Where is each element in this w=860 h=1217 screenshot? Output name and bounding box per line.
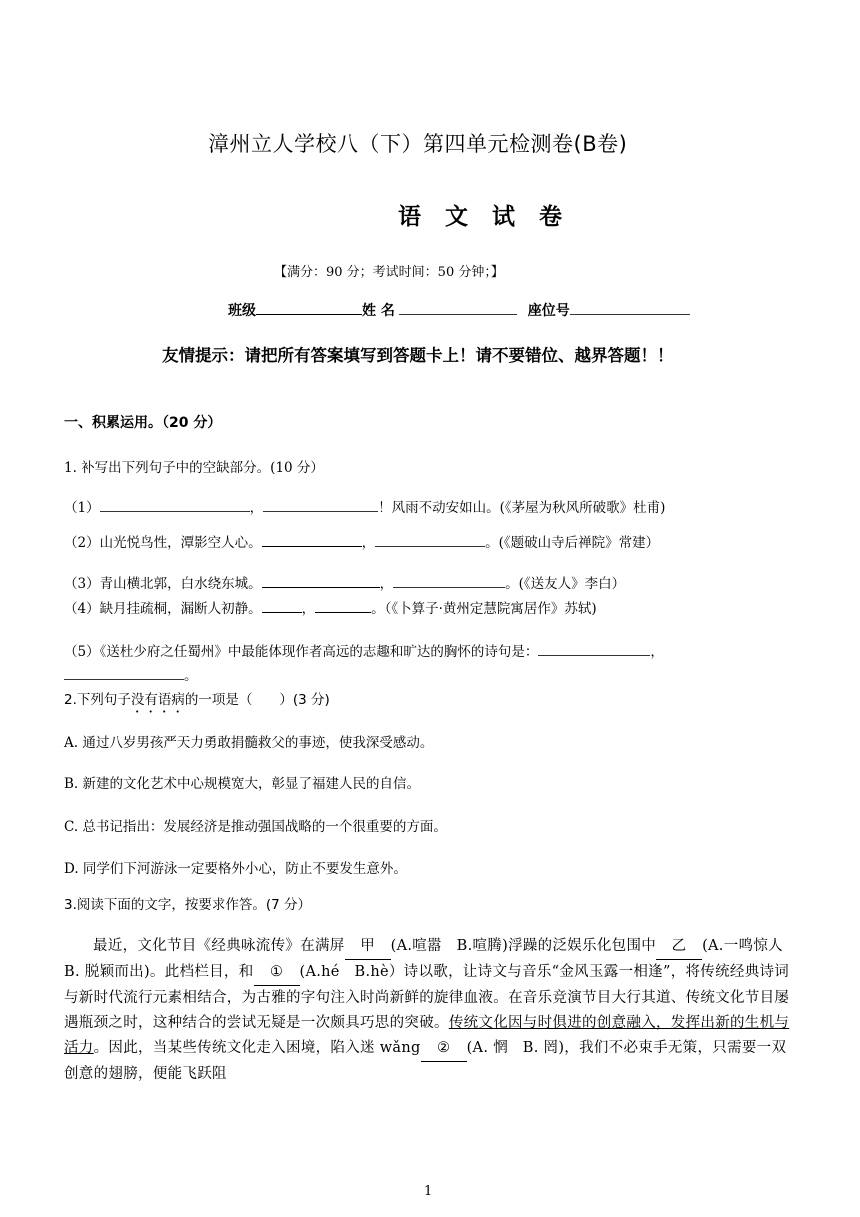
reading-passage: 最近，文化节目《经典咏流传》在满屏 甲 (A.喧嚣 B.喧腾)浮躁的泛娱乐化包围中 乙 (A.一鸣惊人 B. 脱颖而出)。此档栏目，和 ① (A.hé B.hè）诗以歌，让诗文与音乐“金风玉露一相逢”，将传统经典诗词与新时代流行元素相结合，为古雅的字句注入时尚新鲜的旋律血液。在音乐竞演节目大行其道、传统文化节目屡遇瓶颈之时，这种结合的尝试无疑是一次颇具巧思的突破。传统文化因与时俱进的创意融入，发挥出新的生机与活力。因此，当某些传统文化走入困境，陷入迷 wǎng ② (A. 惘 B. 罔)，我们不必束手无策，只需要一双创意的翅膀，便能飞跃阻 (64, 934, 799, 1087)
emphasized-text: 没有语病 (130, 692, 185, 708)
class-label: 班级 (228, 303, 256, 319)
question-3-stem: 3.阅读下面的文字，按要求作答。(7 分） (64, 897, 312, 913)
question-1-item-4: （4）缺月挂疏桐，漏断人初静。 ， 。（《卜算子·黄州定慧院寓居作》苏轼) (64, 597, 597, 617)
subject-title: 语 文 试 卷 (398, 204, 571, 230)
answer-blank[interactable] (375, 532, 485, 547)
seat-blank[interactable] (570, 300, 690, 315)
class-blank[interactable] (256, 300, 362, 315)
question-2-option-c[interactable]: C. 总书记指出：发展经济是推动强国战略的一个很重要的方面。 (64, 819, 447, 835)
name-label: 姓 名 (362, 303, 395, 319)
blank-yi[interactable]: 乙 (656, 934, 702, 960)
question-1-item-5: （5）《送杜少府之任蜀州》中最能体现作者高远的志趣和旷达的胸怀的诗句是： ， (64, 640, 664, 660)
question-2-stem: 2.下列句子没有语病的一项是（ ）(3 分) (64, 692, 330, 708)
blank-2[interactable]: ② (421, 1036, 467, 1062)
question-1-item-1: （1） ， ！风雨不动安如山。(《茅屋为秋风所破歌》杜甫) (64, 496, 665, 516)
answer-blank[interactable] (538, 641, 650, 656)
answer-blank[interactable] (262, 573, 380, 588)
question-1-stem: 1. 补写出下列句子中的空缺部分。(10 分） (64, 460, 324, 476)
seat-label: 座位号 (527, 303, 570, 319)
answer-blank[interactable] (315, 598, 371, 613)
answer-blank[interactable] (393, 573, 505, 588)
underlined-sentence: 传统文化因与时俱进的创意融入，发挥出新的生机与活力 (64, 1015, 790, 1056)
answer-blank[interactable] (263, 497, 378, 512)
name-blank[interactable] (399, 300, 517, 315)
question-2-option-b[interactable]: B. 新建的文化艺术中心规模宽大，彰显了福建人民的自信。 (64, 776, 421, 792)
question-1-item-2: （2）山光悦鸟性，潭影空人心。 ， 。(《题破山寺后禅院》常建） (64, 531, 659, 551)
question-1-item-3: （3）青山横北郭，白水绕东城。 ， 。(《送友人》李白） (64, 572, 625, 592)
answer-blank[interactable] (64, 665, 184, 680)
answer-blank[interactable] (262, 598, 302, 613)
exam-title: 漳州立人学校八（下）第四单元检测卷(B卷) (208, 132, 628, 156)
question-2-option-a[interactable]: A. 通过八岁男孩严天力勇敢捐髓救父的事迹，使我深受感动。 (64, 735, 434, 751)
answer-blank[interactable] (262, 532, 362, 547)
page-number: 1 (424, 1184, 433, 1199)
blank-1[interactable]: ① (254, 960, 300, 986)
friendly-tip: 友情提示：请把所有答案填写到答题卡上！请不要错位、越界答题！！ (162, 346, 674, 365)
score-info: 【满分：90 分；考试时间：50 分钟；】 (274, 265, 504, 280)
question-2-option-d[interactable]: D. 同学们下河游泳一定要格外小心，防止不要发生意外。 (64, 861, 407, 877)
blank-jia[interactable]: 甲 (345, 934, 391, 960)
question-1-item-5-continued: 。 (64, 664, 198, 684)
answer-blank[interactable] (100, 497, 250, 512)
section-heading: 一、积累运用。（20 分） (64, 415, 222, 431)
student-info-line (228, 300, 690, 320)
